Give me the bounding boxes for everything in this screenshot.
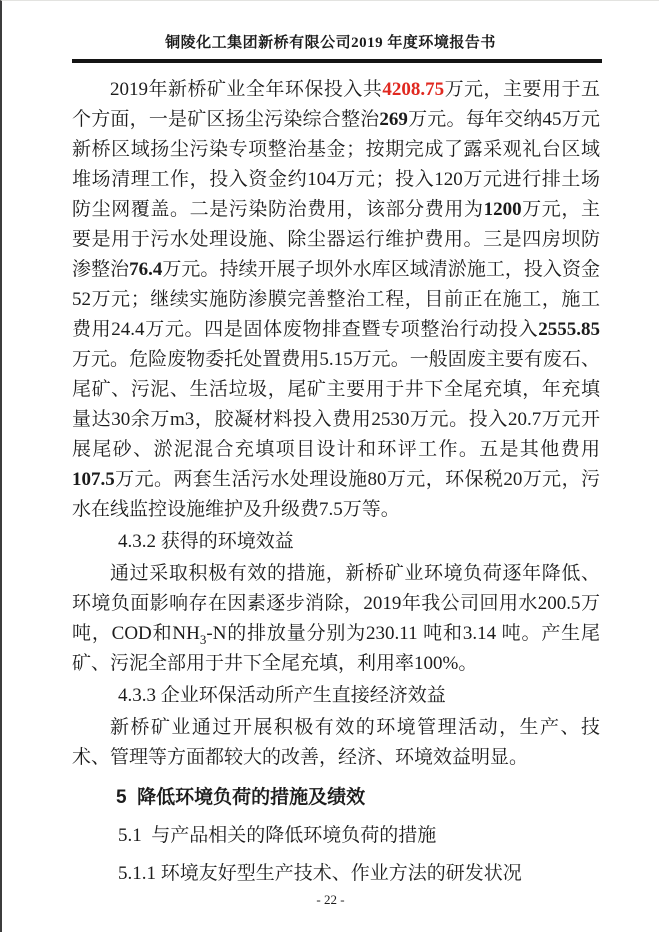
page-header	[2, 1, 659, 63]
text-segment: 万元。危险废物委托处置费用5.15万元。一般固废主要有废石、尾矿、污泥、生活垃圾，尾矿主要用于井下全尾充填，年充填量达30余万m3，胶凝材料投入费用2530万元。投入20.7万元开展尾砂、淤泥混合充填项目设计和环评工作。五是其他费用	[72, 349, 600, 460]
header-divider-rule	[72, 59, 602, 63]
subscript-nh3: 3	[199, 631, 207, 647]
highlight-solid-waste-amount: 2555.85	[538, 319, 600, 340]
heading-5: 5 降低环境负荷的措施及绩效	[116, 787, 366, 808]
heading-5-1: 5.1 与产品相关的降低环境负荷的措施	[118, 825, 437, 846]
heading-4-3-2: 4.3.2 获得的环境效益	[118, 531, 294, 552]
highlight-other-cost-amount: 107.5	[72, 469, 115, 490]
document-body	[72, 75, 600, 889]
highlight-total-investment: 4208.75	[382, 79, 445, 100]
paragraph-environment-benefit	[72, 559, 600, 679]
heading-4-3-3: 4.3.3 企业环保活动所产生直接经济效益	[118, 685, 446, 706]
paragraph-environment-investment	[72, 75, 600, 525]
text-segment: 通过采取积极有效的措施，新桥矿业环境负荷逐年降低、环境负面影响存在因素逐步消除，2019年我公司回用水200.5万吨，COD和NH	[72, 563, 600, 644]
highlight-seepage-control-amount: 76.4	[129, 259, 163, 280]
text-segment: 万元，主要是用于污水处理设施、除尘器运行维护费用。三是四房坝防渗整治	[72, 199, 600, 280]
text-segment: 万元。两套生活污水处理设施80万元，环保税20万元，污水在线监控设施维护及升级费7.5万等。	[72, 469, 600, 520]
text-segment: 万元。每年交纳45万元新桥区域扬尘污染专项整治基金；按期完成了露采观礼台区域堆场清理工作，投入资金约104万元；投入120万元进行排土场防尘网覆盖。二是污染防治费用，该部分费用为	[72, 109, 600, 220]
text-segment: 2019年新桥矿业全年环保投入共	[110, 79, 383, 100]
highlight-pollution-control-amount: 1200	[483, 199, 522, 220]
text-segment: 万元。持续开展子坝外水库区域清淤施工，投入资金52万元；继续实施防渗膜完善整治工程，目前正在施工，施工费用24.4万元。四是固体废物排查暨专项整治行动投入	[72, 259, 600, 340]
page-footer	[2, 892, 659, 908]
paragraph-economic-benefit: 新桥矿业通过开展积极有效的环境管理活动，生产、技术、管理等方面都较大的改善，经济、环境效益明显。	[72, 717, 600, 768]
heading-5-1-1: 5.1.1 环境友好型生产技术、作业方法的研发状况	[118, 863, 522, 884]
page-number: - 22 -	[316, 892, 345, 907]
header-title: 铜陵化工集团新桥有限公司2019 年度环境报告书	[165, 35, 496, 51]
text-segment: 万元，主要用于五个方面，一是矿区扬尘污染综合整治	[72, 79, 600, 130]
text-segment: -N的排放量分别为230.11 吨和3.14 吨。产生尾矿、污泥全部用于井下全尾充填，利用率100%。	[72, 623, 600, 674]
highlight-dust-control-amount: 269	[379, 109, 408, 130]
